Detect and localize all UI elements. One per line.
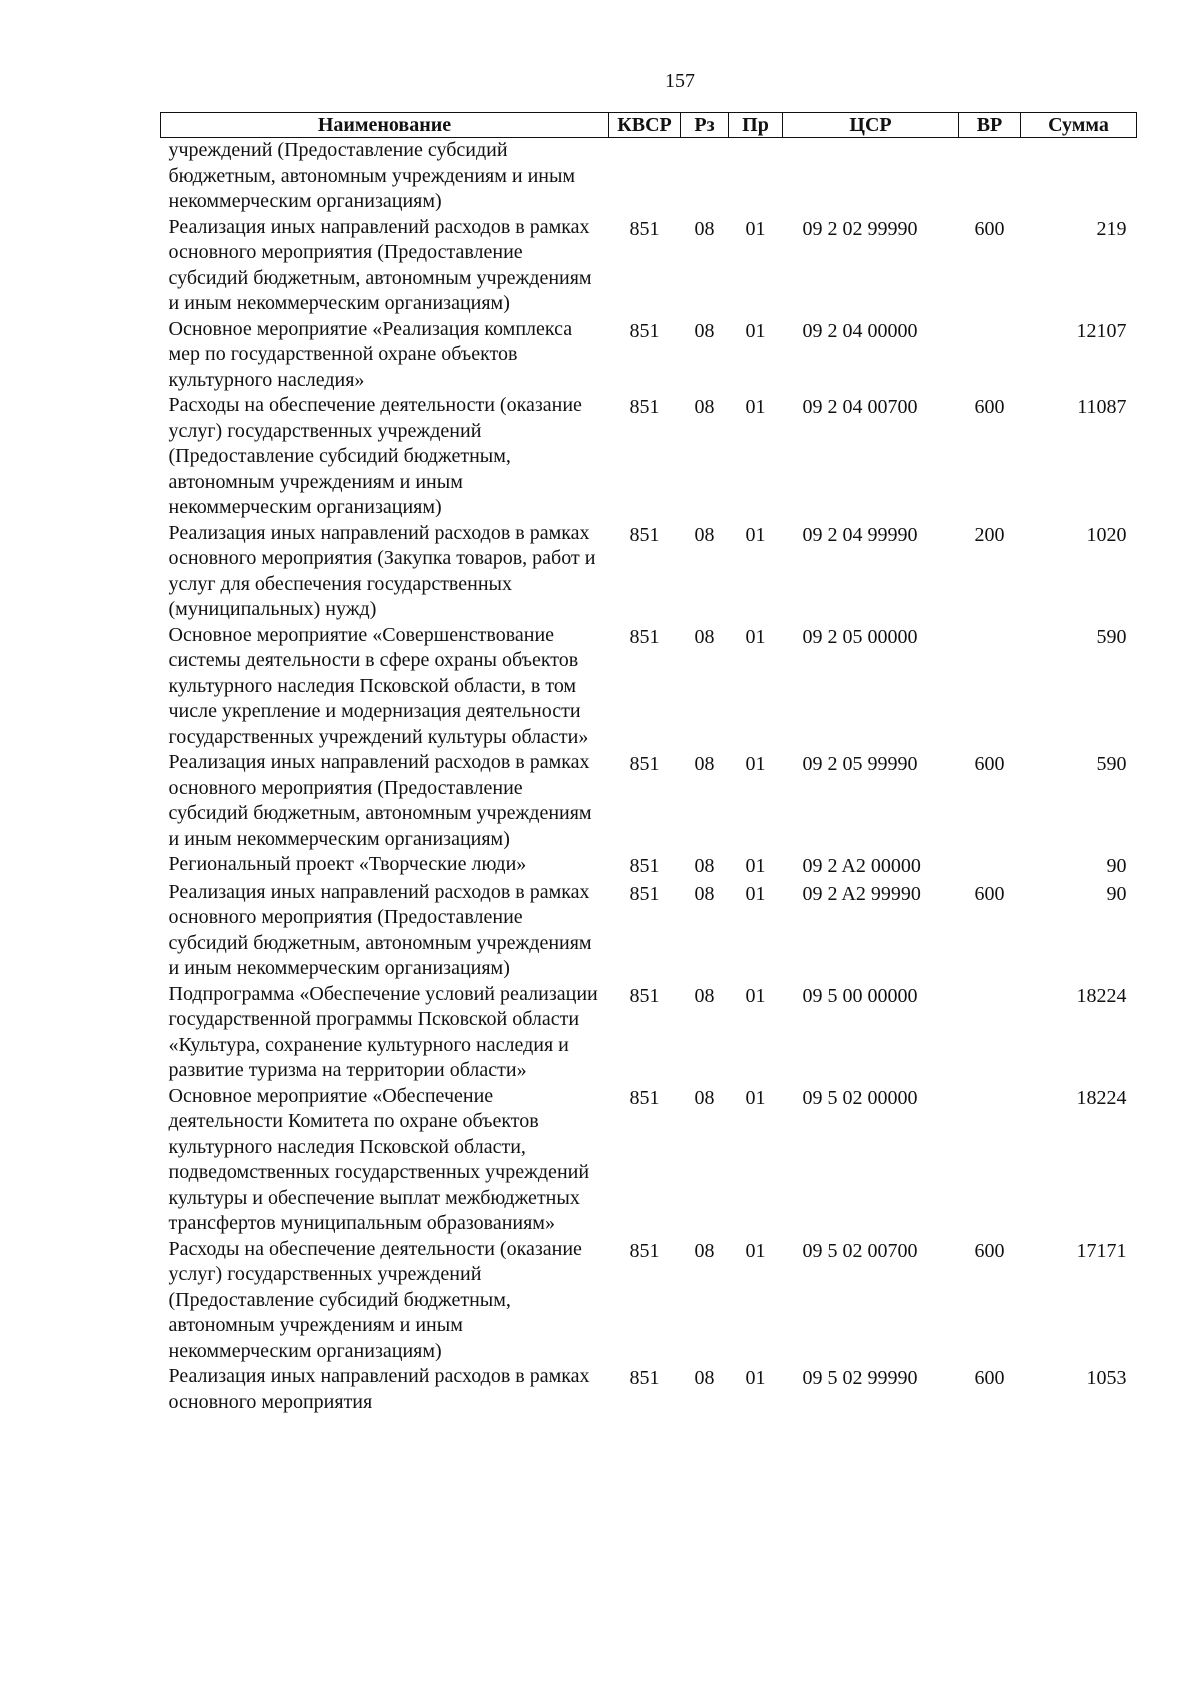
cell-vr: 600 bbox=[974, 1239, 1005, 1262]
cell-name: Основное мероприятие «Реализация комплекса мер по государственной охране объектов культурного наследия» bbox=[168, 317, 573, 391]
cell-pr: 01 bbox=[745, 396, 766, 418]
cell-sum: 90 bbox=[1106, 855, 1127, 877]
cell-kvsr: 851 bbox=[629, 1367, 660, 1389]
cell-rz: 08 bbox=[694, 625, 715, 648]
cell-name: учреждений (Предоставление субсидий бюджетным, автономным учреждениям и иным некоммерческим организациям) bbox=[168, 139, 576, 212]
cell-rz: 08 bbox=[694, 984, 715, 1007]
cell-csr: 09 2 05 99990 bbox=[802, 753, 918, 775]
table-row bbox=[161, 880, 1137, 982]
cell-sum: 219 bbox=[1096, 217, 1127, 240]
cell-kvsr: 851 bbox=[629, 855, 660, 877]
table-row bbox=[161, 1364, 1137, 1415]
cell-pr: 01 bbox=[745, 1239, 766, 1262]
header-vr: ВР bbox=[959, 113, 1021, 138]
cell-kvsr: 851 bbox=[629, 1086, 660, 1109]
cell-vr bbox=[959, 1084, 1021, 1237]
cell-rz: 08 bbox=[694, 1367, 715, 1389]
header-sum: Сумма bbox=[1021, 113, 1137, 138]
cell-kvsr: 851 bbox=[629, 1239, 660, 1262]
cell-sum bbox=[1021, 138, 1137, 215]
cell-sum: 590 bbox=[1096, 753, 1127, 775]
cell-vr: 600 bbox=[974, 882, 1005, 905]
cell-sum: 18224 bbox=[1076, 1086, 1127, 1109]
header-kvsr: КВСР bbox=[609, 113, 681, 138]
cell-pr: 01 bbox=[745, 625, 766, 648]
cell-sum: 90 bbox=[1106, 882, 1127, 905]
cell-vr: 600 bbox=[974, 1367, 1005, 1389]
budget-table bbox=[160, 112, 1137, 1415]
header-pr: Пр bbox=[729, 113, 783, 138]
cell-kvsr: 851 bbox=[629, 753, 660, 775]
cell-kvsr: 851 bbox=[629, 396, 660, 418]
cell-vr bbox=[959, 623, 1021, 751]
cell-rz: 08 bbox=[694, 882, 715, 905]
header-name: Наименование bbox=[161, 113, 609, 138]
table-row bbox=[161, 852, 1137, 880]
cell-name: Реализация иных направлений расходов в рамках основного мероприятия (Предоставление субсидий бюджетным, автономным учреждениям и иным некоммерческим организациям) bbox=[168, 880, 592, 979]
cell-csr: 09 2 A2 00000 bbox=[802, 855, 921, 877]
table-row bbox=[161, 750, 1137, 852]
table-row bbox=[161, 521, 1137, 623]
table-row bbox=[161, 1084, 1137, 1237]
cell-pr: 01 bbox=[745, 753, 766, 775]
cell-rz bbox=[681, 138, 729, 215]
cell-pr: 01 bbox=[745, 217, 766, 240]
cell-rz: 08 bbox=[694, 855, 715, 877]
cell-csr: 09 2 04 00000 bbox=[802, 319, 918, 342]
cell-rz: 08 bbox=[694, 217, 715, 240]
table-row bbox=[161, 1237, 1137, 1365]
cell-csr: 09 2 A2 99990 bbox=[802, 882, 921, 905]
cell-sum: 17171 bbox=[1076, 1239, 1127, 1262]
cell-vr: 600 bbox=[974, 217, 1005, 240]
cell-rz: 08 bbox=[694, 1239, 715, 1262]
table-row bbox=[161, 623, 1137, 751]
cell-kvsr: 851 bbox=[629, 984, 660, 1007]
cell-csr: 09 5 00 00000 bbox=[802, 984, 918, 1007]
cell-sum: 590 bbox=[1096, 625, 1127, 648]
cell-csr: 09 5 02 00000 bbox=[802, 1086, 918, 1109]
table-header-row bbox=[161, 113, 1137, 138]
cell-csr bbox=[783, 138, 959, 215]
cell-csr: 09 2 04 99990 bbox=[802, 523, 918, 546]
cell-vr bbox=[959, 852, 1021, 880]
cell-kvsr: 851 bbox=[629, 523, 660, 546]
cell-rz: 08 bbox=[694, 1086, 715, 1109]
cell-name: Расходы на обеспечение деятельности (оказание услуг) государственных учреждений (Предоставление субсидий бюджетным, автономным учреждениям и иным некоммерческим организациям) bbox=[168, 1237, 582, 1362]
cell-name: Основное мероприятие «Обеспечение деятельности Комитета по охране объектов культурного наследия Псковской области, подведомственных государственных учреждений культуры и обеспечение выплат межбюджетных трансфертов муниципальным образованиям» bbox=[168, 1084, 590, 1234]
cell-pr: 01 bbox=[745, 1367, 766, 1389]
cell-name: Реализация иных направлений расходов в рамках основного мероприятия (Предоставление субсидий бюджетным, автономным учреждениям и иным некоммерческим организациям) bbox=[168, 215, 592, 314]
table-row bbox=[161, 393, 1137, 521]
table-body bbox=[161, 138, 1137, 1416]
cell-pr: 01 bbox=[745, 984, 766, 1007]
table-row bbox=[161, 215, 1137, 317]
cell-kvsr: 851 bbox=[629, 625, 660, 648]
cell-csr: 09 5 02 99990 bbox=[802, 1367, 918, 1389]
cell-vr bbox=[959, 138, 1021, 215]
cell-kvsr: 851 bbox=[629, 882, 660, 905]
cell-csr: 09 5 02 00700 bbox=[802, 1239, 918, 1262]
cell-pr bbox=[729, 138, 783, 215]
cell-name: Основное мероприятие «Совершенствование системы деятельности в сфере охраны объектов культурного наследия Псковской области, в том числе укрепление и модернизация деятельности государственных учреждений культуры области» bbox=[168, 623, 589, 748]
cell-rz: 08 bbox=[694, 523, 715, 546]
page-number: 157 bbox=[665, 70, 695, 92]
table-row bbox=[161, 317, 1137, 394]
header-csr: ЦСР bbox=[783, 113, 959, 138]
table-row bbox=[161, 138, 1137, 215]
cell-name: Подпрограмма «Обеспечение условий реализации государственной программы Псковской области «Культура, сохранение культурного наследия и развитие туризма на территории области» bbox=[168, 982, 598, 1081]
cell-csr: 09 2 05 00000 bbox=[802, 625, 918, 648]
cell-csr: 09 2 04 00700 bbox=[802, 396, 918, 418]
cell-sum: 11087 bbox=[1077, 396, 1127, 418]
cell-vr: 600 bbox=[974, 396, 1005, 418]
cell-pr: 01 bbox=[745, 882, 766, 905]
cell-pr: 01 bbox=[745, 523, 766, 546]
cell-vr: 200 bbox=[974, 523, 1005, 546]
cell-name: Реализация иных направлений расходов в рамках основного мероприятия bbox=[168, 1365, 590, 1413]
header-rz: Рз bbox=[681, 113, 729, 138]
cell-pr: 01 bbox=[745, 319, 766, 342]
cell-rz: 08 bbox=[694, 753, 715, 775]
cell-vr: 600 bbox=[974, 753, 1005, 775]
cell-rz: 08 bbox=[694, 396, 715, 418]
cell-sum: 1053 bbox=[1086, 1367, 1127, 1389]
cell-sum: 1020 bbox=[1086, 523, 1127, 546]
cell-kvsr bbox=[609, 138, 681, 215]
cell-name: Расходы на обеспечение деятельности (оказание услуг) государственных учреждений (Предоставление субсидий бюджетным, автономным учреждениям и иным некоммерческим организациям) bbox=[168, 394, 582, 518]
cell-name: Региональный проект «Творческие люди» bbox=[168, 853, 527, 875]
cell-pr: 01 bbox=[745, 855, 766, 877]
cell-vr bbox=[959, 982, 1021, 1084]
table-row bbox=[161, 982, 1137, 1084]
cell-name: Реализация иных направлений расходов в рамках основного мероприятия (Предоставление субсидий бюджетным, автономным учреждениям и иным некоммерческим организациям) bbox=[168, 751, 592, 850]
cell-sum: 12107 bbox=[1076, 319, 1127, 342]
cell-csr: 09 2 02 99990 bbox=[802, 217, 918, 240]
cell-rz: 08 bbox=[694, 319, 715, 342]
cell-kvsr: 851 bbox=[629, 217, 660, 240]
cell-vr bbox=[959, 317, 1021, 394]
cell-name: Реализация иных направлений расходов в рамках основного мероприятия (Закупка товаров, работ и услуг для обеспечения государственных (муниципальных) нужд) bbox=[168, 521, 596, 620]
cell-kvsr: 851 bbox=[629, 319, 660, 342]
cell-sum: 18224 bbox=[1076, 984, 1127, 1007]
cell-pr: 01 bbox=[745, 1086, 766, 1109]
